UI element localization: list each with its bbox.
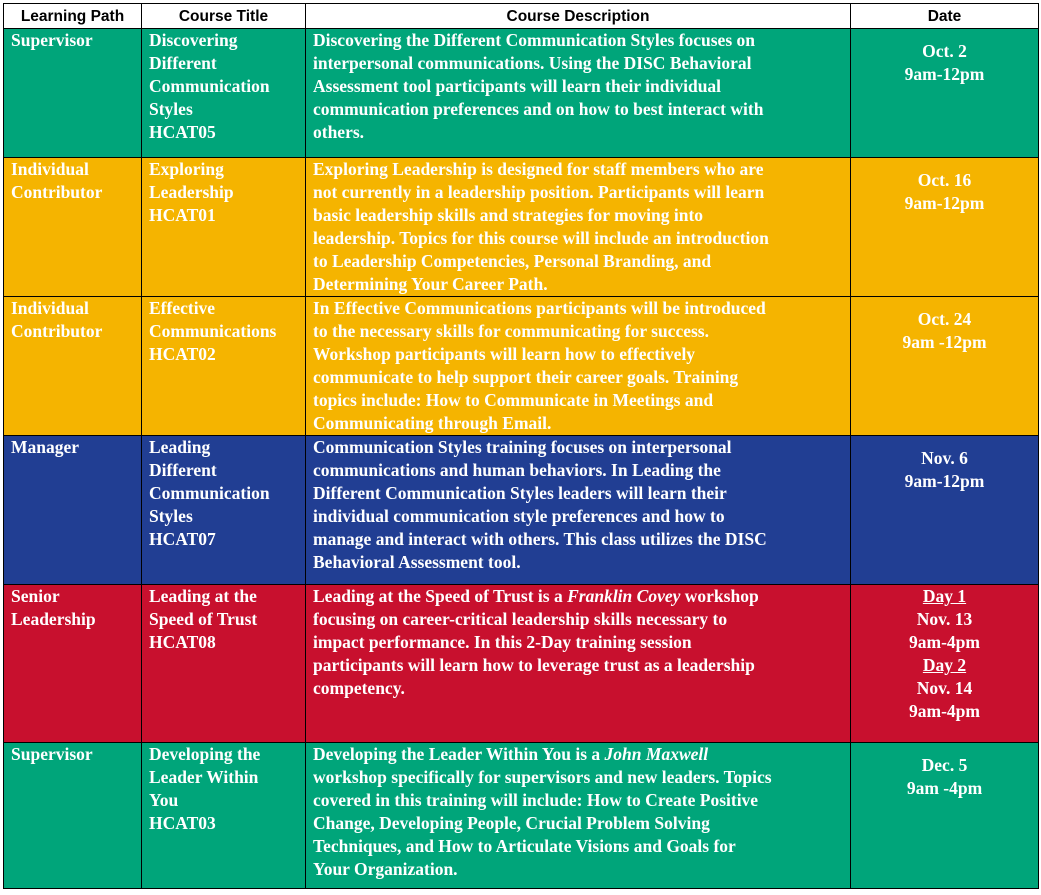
cell-line: Communication [149,483,270,503]
learning-path-cell [4,436,142,585]
cell-line: Oct. 16 [917,170,972,190]
cell-line: HCAT07 [149,529,216,549]
date-cell [851,29,1039,158]
learning-path-cell [4,158,142,297]
cell-line: not currently in a leadership position. Participants will learn [313,182,765,202]
cell-line: to the necessary skills for communicating for success. [313,321,709,341]
cell-line: 9am-12pm [904,471,985,491]
cell-line: participants will learn how to leverage trust as a leadership [313,655,755,675]
header-row [4,4,1039,29]
cell-line: You [149,790,179,810]
cell-line: Exploring [149,159,224,179]
cell-line: Techniques, and How to Articulate Visions and Goals for [313,836,736,856]
learning-path-cell [4,743,142,889]
cell-line: Dec. 5 [921,755,968,775]
cell-line: Nov. 13 [916,609,973,629]
cell-line: 9am-12pm [904,64,985,84]
cell-line [313,743,843,766]
cell-line: individual communication style preferences and how to [313,506,725,526]
date-cell [851,585,1039,743]
cell-line: basic leadership skills and strategies for moving into [313,205,704,225]
cell-line: interpersonal communications. Using the DISC Behavioral [313,53,752,73]
cell-line: Supervisor [11,30,93,50]
cell-line: 9am -4pm [906,778,983,798]
cell-line: Communicating through Email. [313,413,552,433]
header-learning-path: Learning Path [4,4,142,29]
cell-line: 9am-4pm [909,632,980,652]
course-description-cell [306,585,851,743]
cell-line: Exploring Leadership is designed for staff members who are [313,159,764,179]
cell-text: Developing the Leader Within You is a [313,744,605,764]
cell-line: communicate to help support their career goals. Training [313,367,739,387]
cell-line: Oct. 2 [922,41,967,61]
cell-line: Leadership [149,182,234,202]
date-cell [851,158,1039,297]
header-course-title: Course Title [142,4,306,29]
course-description-cell [306,436,851,585]
john-maxwell-text: John Maxwell [604,744,709,764]
cell-line: HCAT05 [149,122,216,142]
cell-line: Communication [149,76,270,96]
course-schedule-table [3,3,1039,889]
table-row [4,743,1039,889]
learning-path-cell [4,29,142,158]
cell-line: Different [149,53,217,73]
table-row [4,29,1039,158]
cell-line: Individual [11,159,89,179]
course-description-cell [306,29,851,158]
cell-line: Discovering [149,30,238,50]
cell-line: Different [149,460,217,480]
cell-line: HCAT01 [149,205,216,225]
cell-line: Leadership [11,609,96,629]
franklin-covey-text: Franklin Covey [567,586,681,606]
date-cell [851,743,1039,889]
cell-line: Assessment tool participants will learn their individual [313,76,722,96]
cell-line: Leading at the [149,586,257,606]
cell-line: topics include: How to Communicate in Meetings and [313,390,714,410]
cell-line: Different Communication Styles leaders will learn their [313,483,727,503]
table-row [4,585,1039,743]
day-label: Day 2 [922,655,967,675]
cell-line: 9am-12pm [904,193,985,213]
cell-line: covered in this training will include: How to Create Positive [313,790,759,810]
cell-line: Individual [11,298,89,318]
cell-line: Leading [149,437,211,457]
cell-line: impact performance. In this 2-Day training session [313,632,692,652]
table-row [4,436,1039,585]
cell-line: Effective [149,298,216,318]
cell-line: workshop specifically for supervisors and new leaders. Topics [313,767,772,787]
cell-line: competency. [313,678,405,698]
course-title-cell [142,297,306,436]
cell-line: Styles [149,506,193,526]
cell-line: Contributor [11,321,103,341]
cell-line: Styles [149,99,193,119]
cell-line: Communications [149,321,277,341]
table-row [4,158,1039,297]
date-cell [851,436,1039,585]
cell-text: workshop [680,586,759,606]
course-description-cell [306,743,851,889]
learning-path-cell [4,297,142,436]
cell-line: manage and interact with others. This class utilizes the DISC [313,529,767,549]
course-title-cell [142,158,306,297]
course-description-cell [306,297,851,436]
cell-line: communication preferences and on how to best interact with [313,99,764,119]
date-cell [851,297,1039,436]
cell-line: communications and human behaviors. In Leading the [313,460,721,480]
cell-line: Change, Developing People, Crucial Problem Solving [313,813,710,833]
cell-line: Your Organization. [313,859,458,879]
cell-line: Manager [11,437,80,457]
cell-line: Developing the [149,744,261,764]
cell-line: Leader Within [149,767,259,787]
course-title-cell [142,743,306,889]
cell-line: HCAT03 [149,813,216,833]
course-title-cell [142,29,306,158]
cell-line: Discovering the Different Communication Styles focuses on [313,30,755,50]
learning-path-cell [4,585,142,743]
cell-line: Communication Styles training focuses on interpersonal [313,437,732,457]
cell-line: Speed of Trust [149,609,258,629]
cell-line [313,585,843,608]
course-description-cell [306,158,851,297]
day-label: Day 1 [922,586,967,606]
cell-text: Leading at the Speed of Trust is a [313,586,568,606]
cell-line: Nov. 6 [921,448,968,468]
cell-line: others. [313,122,365,142]
cell-line: 9am -12pm [902,332,987,352]
cell-line: Behavioral Assessment tool. [313,552,521,572]
table-row [4,297,1039,436]
course-title-cell [142,436,306,585]
cell-line: In Effective Communications participants will be introduced [313,298,766,318]
cell-line: Contributor [11,182,103,202]
header-date: Date [851,4,1039,29]
cell-line: Senior [11,586,60,606]
cell-line: Determining Your Career Path. [313,274,548,294]
course-title-cell [142,585,306,743]
header-course-description: Course Description [306,4,851,29]
cell-line: focusing on career-critical leadership skills necessary to [313,609,728,629]
cell-line: Nov. 14 [916,678,973,698]
cell-line: HCAT08 [149,632,216,652]
cell-line: Workshop participants will learn how to effectively [313,344,696,364]
cell-line: leadership. Topics for this course will include an introduction [313,228,769,248]
cell-line: 9am-4pm [909,701,980,721]
cell-line: HCAT02 [149,344,216,364]
cell-line: Oct. 24 [917,309,972,329]
cell-line: Supervisor [11,744,93,764]
cell-line: to Leadership Competencies, Personal Branding, and [313,251,712,271]
